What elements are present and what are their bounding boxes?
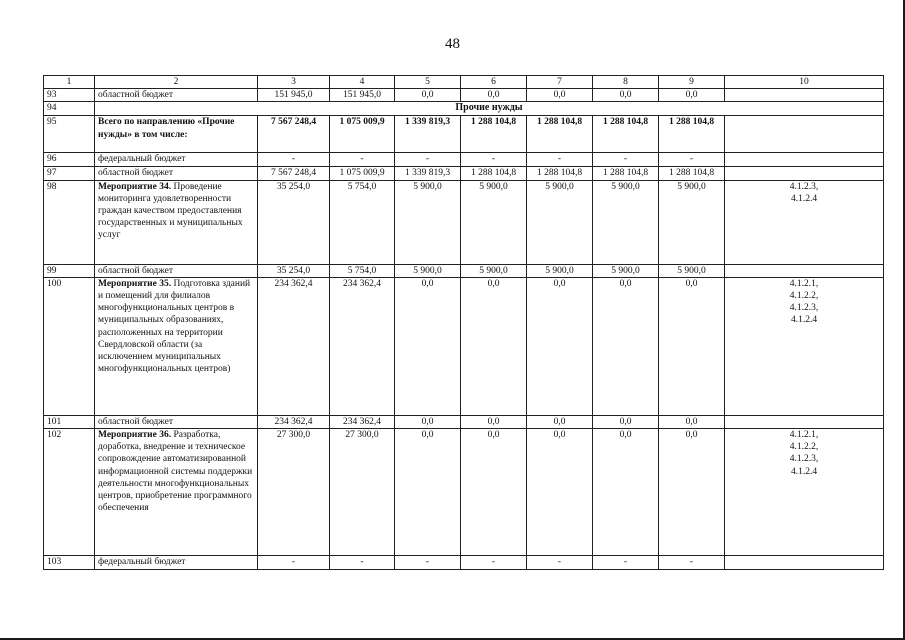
value-cell: 0,0 bbox=[527, 429, 593, 556]
value-cell: 5 900,0 bbox=[593, 264, 659, 277]
value-cell: 5 900,0 bbox=[527, 264, 593, 277]
column-header: 10 bbox=[725, 76, 884, 89]
row-name bbox=[95, 180, 258, 264]
measure-title: Мероприятие 34. bbox=[98, 181, 172, 192]
value-cell: 0,0 bbox=[395, 277, 461, 415]
page-number: 48 bbox=[445, 36, 460, 52]
target-code: 4.1.2.3, bbox=[789, 181, 819, 192]
value-cell: 234 362,4 bbox=[258, 277, 330, 415]
value-cell: - bbox=[527, 153, 593, 166]
row-number: 99 bbox=[44, 264, 95, 277]
value-cell: 0,0 bbox=[659, 277, 725, 415]
value-cell: 0,0 bbox=[527, 415, 593, 428]
section-title: Прочие нужды bbox=[95, 102, 884, 116]
target-code: 4.1.2.4 bbox=[790, 315, 818, 326]
row-number: 96 bbox=[44, 153, 95, 166]
value-cell: 1 288 104,8 bbox=[461, 166, 527, 180]
value-cell: 0,0 bbox=[395, 415, 461, 428]
table-row bbox=[44, 429, 884, 556]
value-cell: - bbox=[395, 153, 461, 166]
table-row bbox=[44, 89, 884, 102]
row-number: 94 bbox=[44, 102, 95, 116]
value-cell: 1 288 104,8 bbox=[593, 116, 659, 153]
target-code: 4.1.2.1, bbox=[789, 278, 819, 289]
value-cell: 151 945,0 bbox=[330, 89, 395, 102]
column-header: 1 bbox=[44, 76, 95, 89]
row-name: областной бюджет bbox=[95, 415, 258, 428]
row-name: федеральный бюджет bbox=[95, 153, 258, 166]
value-cell: 1 075 009,9 bbox=[330, 166, 395, 180]
value-cell: 7 567 248,4 bbox=[258, 166, 330, 180]
value-cell: 5 900,0 bbox=[659, 264, 725, 277]
column-header: 3 bbox=[258, 76, 330, 89]
row-number: 95 bbox=[44, 116, 95, 153]
value-cell: 0,0 bbox=[659, 415, 725, 428]
value-cell: 35 254,0 bbox=[258, 264, 330, 277]
table-row bbox=[44, 116, 884, 153]
value-cell: 1 288 104,8 bbox=[527, 166, 593, 180]
row-number: 101 bbox=[44, 415, 95, 428]
value-cell: 0,0 bbox=[593, 89, 659, 102]
target-codes bbox=[725, 166, 884, 180]
row-name bbox=[95, 429, 258, 556]
target-code: 4.1.2.3, bbox=[789, 303, 819, 314]
value-cell: 5 900,0 bbox=[395, 180, 461, 264]
value-cell: 0,0 bbox=[527, 89, 593, 102]
value-cell: 0,0 bbox=[593, 277, 659, 415]
value-cell: 1 288 104,8 bbox=[527, 116, 593, 153]
target-codes bbox=[725, 429, 884, 556]
target-codes bbox=[725, 556, 884, 570]
value-cell: - bbox=[395, 556, 461, 570]
value-cell: - bbox=[330, 556, 395, 570]
row-name: федеральный бюджет bbox=[95, 556, 258, 570]
row-name: областной бюджет bbox=[95, 264, 258, 277]
row-name: областной бюджет bbox=[95, 166, 258, 180]
row-name bbox=[95, 277, 258, 415]
row-number: 103 bbox=[44, 556, 95, 570]
value-cell: 234 362,4 bbox=[258, 415, 330, 428]
target-codes bbox=[725, 89, 884, 102]
row-number: 98 bbox=[44, 180, 95, 264]
row-number: 93 bbox=[44, 89, 95, 102]
value-cell: 0,0 bbox=[461, 429, 527, 556]
value-cell: 5 754,0 bbox=[330, 264, 395, 277]
measure-title: Мероприятие 35. bbox=[98, 278, 172, 289]
value-cell: 234 362,4 bbox=[330, 415, 395, 428]
value-cell: 27 300,0 bbox=[258, 429, 330, 556]
measure-description: Разработка, доработка, внедрение и техническое сопровождение автоматизированной информационной системы поддержки деятельности многофункциональных центров, приобретение программного обеспечения bbox=[98, 430, 253, 514]
target-codes bbox=[725, 180, 884, 264]
table-row bbox=[44, 166, 884, 180]
value-cell: 0,0 bbox=[461, 415, 527, 428]
value-cell: 5 754,0 bbox=[330, 180, 395, 264]
value-cell: 5 900,0 bbox=[593, 180, 659, 264]
value-cell: 5 900,0 bbox=[461, 264, 527, 277]
value-cell: 0,0 bbox=[593, 415, 659, 428]
value-cell: 7 567 248,4 bbox=[258, 116, 330, 153]
value-cell: 35 254,0 bbox=[258, 180, 330, 264]
value-cell: 1 075 009,9 bbox=[330, 116, 395, 153]
table-row bbox=[44, 102, 884, 116]
value-cell: 27 300,0 bbox=[330, 429, 395, 556]
target-codes bbox=[725, 264, 884, 277]
measure-title: Мероприятие 36. bbox=[98, 430, 172, 441]
value-cell: 0,0 bbox=[461, 89, 527, 102]
target-codes bbox=[725, 153, 884, 166]
table-row bbox=[44, 277, 884, 415]
value-cell: 0,0 bbox=[659, 89, 725, 102]
value-cell: 5 900,0 bbox=[461, 180, 527, 264]
value-cell: 151 945,0 bbox=[258, 89, 330, 102]
value-cell: 0,0 bbox=[395, 89, 461, 102]
target-code: 4.1.2.4 bbox=[790, 193, 818, 204]
budget-table bbox=[43, 75, 884, 570]
value-cell: 1 339 819,3 bbox=[395, 116, 461, 153]
target-code: 4.1.2.1, bbox=[789, 430, 819, 441]
value-cell: 0,0 bbox=[395, 429, 461, 556]
row-number: 102 bbox=[44, 429, 95, 556]
value-cell: - bbox=[593, 153, 659, 166]
value-cell: 0,0 bbox=[461, 277, 527, 415]
column-header: 8 bbox=[593, 76, 659, 89]
value-cell: 0,0 bbox=[659, 429, 725, 556]
target-codes bbox=[725, 277, 884, 415]
table-row bbox=[44, 153, 884, 166]
value-cell: - bbox=[461, 556, 527, 570]
column-header: 2 bbox=[95, 76, 258, 89]
table-row bbox=[44, 264, 884, 277]
row-name: областной бюджет bbox=[95, 89, 258, 102]
value-cell: 1 288 104,8 bbox=[461, 116, 527, 153]
row-number: 97 bbox=[44, 166, 95, 180]
value-cell: - bbox=[527, 556, 593, 570]
row-name: Всего по направлению «Прочие нужды» в том числе: bbox=[95, 116, 258, 153]
column-header: 6 bbox=[461, 76, 527, 89]
value-cell: 0,0 bbox=[593, 429, 659, 556]
target-codes bbox=[725, 415, 884, 428]
value-cell: 1 339 819,3 bbox=[395, 166, 461, 180]
target-codes bbox=[725, 116, 884, 153]
row-number: 100 bbox=[44, 277, 95, 415]
value-cell: 234 362,4 bbox=[330, 277, 395, 415]
value-cell: 5 900,0 bbox=[659, 180, 725, 264]
value-cell: - bbox=[258, 556, 330, 570]
target-code: 4.1.2.3, bbox=[789, 454, 819, 465]
value-cell: 5 900,0 bbox=[527, 180, 593, 264]
value-cell: - bbox=[330, 153, 395, 166]
value-cell: - bbox=[258, 153, 330, 166]
value-cell: 1 288 104,8 bbox=[659, 116, 725, 153]
value-cell: 1 288 104,8 bbox=[659, 166, 725, 180]
table-row bbox=[44, 415, 884, 428]
target-code: 4.1.2.2, bbox=[789, 291, 819, 302]
column-header: 9 bbox=[659, 76, 725, 89]
measure-description: Подготовка зданий и помещений для филиалов многофункциональных центров в муниципальных образованиях, расположенных на территории Свердловской области (за исключением муниципальных многофункциональных центров) bbox=[98, 278, 251, 375]
value-cell: - bbox=[461, 153, 527, 166]
table-header-row bbox=[44, 76, 884, 89]
measure-description: Проведение мониторинга удовлетворенности граждан качеством предоставления государственных и муниципальных услуг bbox=[98, 181, 243, 241]
target-code: 4.1.2.4 bbox=[790, 466, 818, 477]
value-cell: 5 900,0 bbox=[395, 264, 461, 277]
value-cell: 1 288 104,8 bbox=[593, 166, 659, 180]
table-row bbox=[44, 556, 884, 570]
table-row bbox=[44, 180, 884, 264]
column-header: 7 bbox=[527, 76, 593, 89]
column-header: 5 bbox=[395, 76, 461, 89]
value-cell: 0,0 bbox=[527, 277, 593, 415]
value-cell: - bbox=[659, 153, 725, 166]
column-header: 4 bbox=[330, 76, 395, 89]
value-cell: - bbox=[593, 556, 659, 570]
target-code: 4.1.2.2, bbox=[789, 442, 819, 453]
value-cell: - bbox=[659, 556, 725, 570]
